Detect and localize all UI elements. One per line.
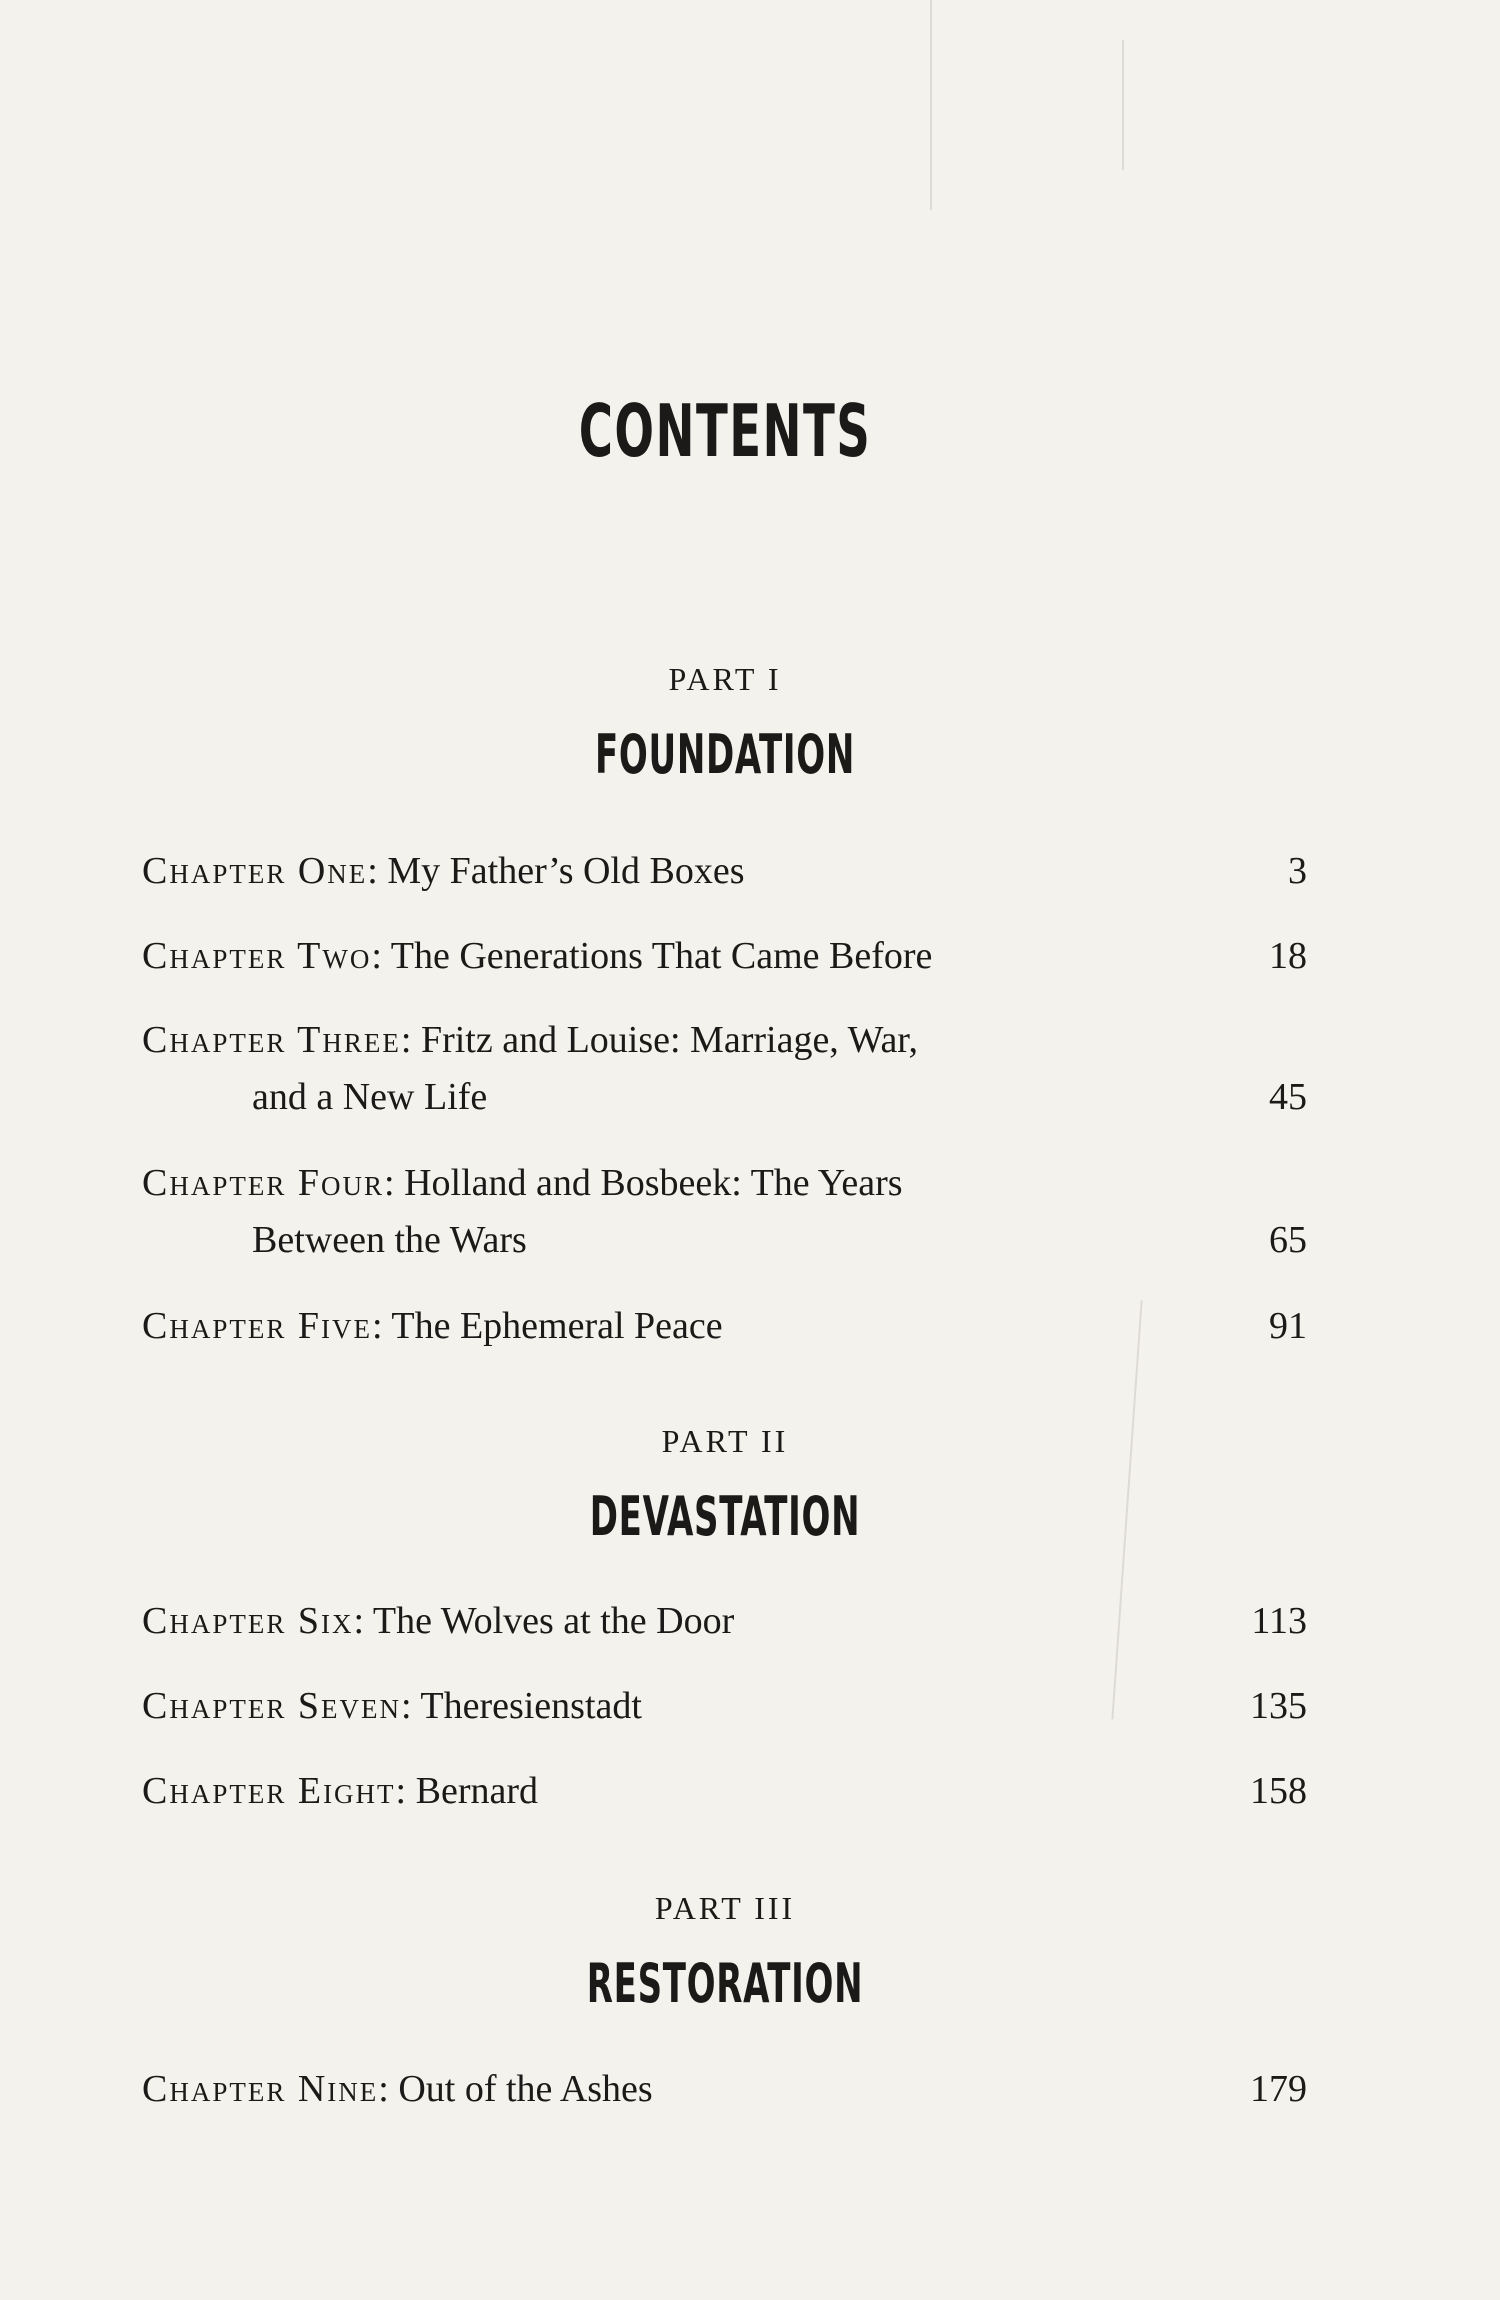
chapter-label: Chapter Two (142, 935, 372, 977)
page-number: 65 (1269, 1219, 1307, 1261)
toc-entry[interactable]: Chapter Six: The Wolves at the Door 113 (142, 1600, 1307, 1642)
toc-entry[interactable]: Chapter One: My Father’s Old Boxes 3 (142, 850, 1307, 892)
chapter-label: Chapter One (142, 850, 368, 892)
page-number: 179 (1250, 2068, 1307, 2110)
scan-scratch (930, 0, 932, 210)
page-number: 3 (1288, 850, 1307, 892)
page-number: 91 (1269, 1305, 1307, 1347)
chapter-title: The Wolves at the Door (372, 1600, 735, 1642)
chapter-label: Chapter Five (142, 1305, 372, 1347)
chapter-label: Chapter Three (142, 1019, 401, 1061)
page-number: 45 (1269, 1076, 1307, 1118)
toc-entry[interactable]: Chapter Four: Holland and Bosbeek: The Years Between the Wars 65 (142, 1162, 1307, 1261)
part-name: RESTORATION (586, 1952, 864, 2015)
toc-entry[interactable]: Chapter Two: The Generations That Came Before 18 (142, 935, 1307, 977)
page-number: 158 (1250, 1770, 1307, 1812)
chapter-title: The Ephemeral Peace (391, 1305, 723, 1347)
chapter-title-continued: Between the Wars (252, 1219, 527, 1261)
chapter-title: The Generations That Came Before (390, 935, 933, 977)
chapter-label: Chapter Eight (142, 1770, 396, 1812)
page-number: 113 (1251, 1600, 1307, 1642)
page-number: 18 (1269, 935, 1307, 977)
chapter-title: Out of the Ashes (398, 2068, 653, 2110)
part-label: PART I (668, 661, 782, 697)
chapter-title: Holland and Bosbeek: The Years (404, 1162, 903, 1204)
chapter-title: Fritz and Louise: Marriage, War, (420, 1019, 918, 1061)
toc-entry[interactable]: Chapter Three: Fritz and Louise: Marriage, War, and a New Life 45 (142, 1019, 1307, 1118)
chapter-label: Chapter Nine (142, 2068, 379, 2110)
chapter-label: Chapter Six (142, 1600, 354, 1642)
scan-scratch (1122, 40, 1124, 170)
part-label: PART III (654, 1890, 796, 1926)
toc-entry[interactable]: Chapter Seven: Theresienstadt 135 (142, 1685, 1307, 1727)
toc-entry[interactable]: Chapter Nine: Out of the Ashes 179 (142, 2068, 1307, 2110)
part-label: PART II (661, 1423, 789, 1459)
part-name: FOUNDATION (594, 723, 856, 786)
chapter-label: Chapter Seven (142, 1685, 401, 1727)
toc-entry[interactable]: Chapter Eight: Bernard 158 (142, 1770, 1307, 1812)
part-name: DEVASTATION (589, 1485, 861, 1548)
chapter-title: My Father’s Old Boxes (387, 850, 745, 892)
toc-entry[interactable]: Chapter Five: The Ephemeral Peace 91 (142, 1305, 1307, 1347)
chapter-title-continued: and a New Life (252, 1076, 488, 1118)
page-number: 135 (1250, 1685, 1307, 1727)
chapter-title: Theresienstadt (420, 1685, 642, 1727)
chapter-title: Bernard (415, 1770, 538, 1812)
chapter-label: Chapter Four (142, 1162, 384, 1204)
contents-heading: CONTENTS (578, 389, 872, 473)
